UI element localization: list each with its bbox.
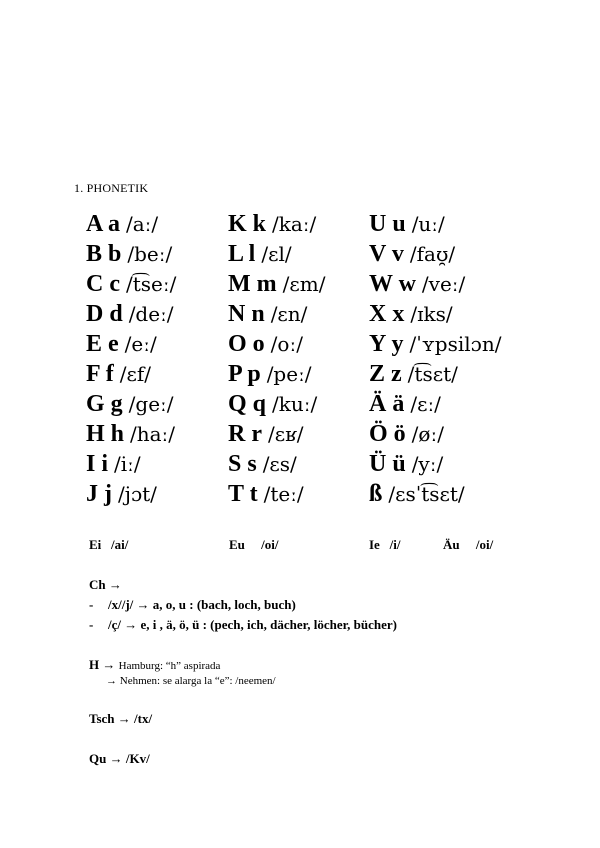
alphabet-letters: S s [228,451,257,477]
alphabet-letters: R r [228,421,262,447]
alphabet-row [86,359,176,389]
alphabet-column-1 [86,209,176,509]
alphabet-letters: U u [369,211,406,237]
diphthong-grapheme: Äu [443,537,460,552]
h-line-1: Hamburg: “h” aspirada [118,660,221,672]
alphabet-ipa: /ˈʏpsilɔn/ [409,332,502,356]
alphabet-ipa: /beː/ [127,242,173,266]
alphabet-ipa: /ɪks/ [410,302,453,326]
alphabet-row [369,299,501,329]
alphabet-letters: ß [369,481,383,507]
alphabet-letters: A a [86,211,121,237]
qu-rule: Qu → /Kv/ [89,751,150,766]
section-title [74,181,148,196]
alphabet-row [228,299,325,329]
alphabet-letters: J j [86,481,112,507]
alphabet-row [228,419,325,449]
h-heading: H → [89,657,116,672]
alphabet-letters: C c [86,271,120,297]
section-title-text: PHONETIK [86,181,149,195]
alphabet-row [369,239,501,269]
alphabet-ipa: /kuː/ [272,392,318,416]
alphabet-column-2 [228,209,325,509]
diphthong-ie [369,537,400,553]
alphabet-letters: W w [369,271,416,297]
alphabet-letters: Ä ä [369,391,405,417]
alphabet-ipa: /ɛn/ [270,302,308,326]
alphabet-letters: P p [228,361,261,387]
ch-heading: Ch → [89,577,122,592]
tsch-rule: Tsch → /tx/ [89,711,153,726]
alphabet-row [369,389,501,419]
alphabet-row [228,329,325,359]
alphabet-column-3 [369,209,501,509]
alphabet-ipa: /uː/ [411,212,445,236]
diphthong-eu [229,537,279,553]
alphabet-row [369,419,501,449]
alphabet-letters: Ö ö [369,421,406,447]
alphabet-ipa: /øː/ [411,422,444,446]
section-number: 1. [74,181,84,195]
alphabet-row [86,299,176,329]
alphabet-row [228,239,325,269]
diphthong-ipa: /i/ [389,537,401,552]
alphabet-row [228,359,325,389]
alphabet-ipa: /jɔt/ [118,482,157,506]
alphabet-row [369,209,501,239]
alphabet-row [86,449,176,479]
alphabet-row [369,479,501,509]
alphabet-row [86,269,176,299]
alphabet-ipa: /ɛː/ [410,392,441,416]
diphthong-grapheme: Ei [89,537,102,552]
alphabet-ipa: /eː/ [124,332,157,356]
alphabet-row [86,239,176,269]
diphthong-au [443,537,493,553]
alphabet-ipa: /kaː/ [272,212,317,236]
ch-rule-2: /ç/ → e, i , ä, ö, ü : (pech, ich, dächer, löcher, bücher) [108,617,397,632]
alphabet-row [228,479,325,509]
alphabet-ipa: /haː/ [130,422,176,446]
alphabet-ipa: /aː/ [126,212,159,236]
alphabet-row [86,479,176,509]
alphabet-row [369,449,501,479]
alphabet-row [369,269,501,299]
alphabet-ipa: /t͡sɛt/ [407,362,458,386]
diphthong-ipa: /oi/ [475,537,494,552]
alphabet-row [369,359,501,389]
alphabet-letters: X x [369,301,405,327]
bullet-dash: - [89,597,94,612]
alphabet-row [369,329,501,359]
alphabet-letters: Z z [369,361,402,387]
alphabet-letters: B b [86,241,122,267]
alphabet-ipa: /ɛʁ/ [267,422,304,446]
alphabet-row [228,449,325,479]
alphabet-ipa: /veː/ [421,272,466,296]
alphabet-row [228,389,325,419]
alphabet-letters: D d [86,301,123,327]
alphabet-letters: E e [86,331,119,357]
diphthong-grapheme: Ie [369,537,380,552]
alphabet-row [86,419,176,449]
alphabet-ipa: /ɛsˈt͡sɛt/ [388,482,465,506]
alphabet-letters: K k [228,211,267,237]
alphabet-letters: L l [228,241,256,267]
alphabet-ipa: /peː/ [266,362,312,386]
alphabet-ipa: /oː/ [270,332,303,356]
alphabet-letters: F f [86,361,114,387]
alphabet-letters: Q q [228,391,267,417]
alphabet-ipa: /ɛm/ [282,272,326,296]
alphabet-letters: O o [228,331,265,357]
alphabet-letters: V v [369,241,404,267]
alphabet-ipa: /geː/ [128,392,174,416]
alphabet-letters: M m [228,271,277,297]
alphabet-letters: Y y [369,331,404,357]
alphabet-letters: Ü ü [369,451,406,477]
diphthong-grapheme: Eu [229,537,245,552]
alphabet-ipa: /iː/ [114,452,141,476]
alphabet-ipa: /yː/ [411,452,444,476]
alphabet-ipa: /deː/ [128,302,174,326]
diphthong-ipa: /ai/ [111,537,129,552]
alphabet-ipa: /teː/ [263,482,304,506]
ch-rule-1: /x//j/ → a, o, u : (bach, loch, buch) [108,597,296,612]
alphabet-row [86,209,176,239]
alphabet-row [86,329,176,359]
alphabet-letters: G g [86,391,123,417]
alphabet-letters: I i [86,451,109,477]
bullet-dash: - [89,617,94,632]
diphthong-ei [89,537,128,553]
alphabet-ipa: /t͡seː/ [125,272,177,296]
h-rule [89,657,220,673]
h-line-2: → Nehmen: se alarga la “e”: /neemen/ [106,675,276,687]
alphabet-letters: H h [86,421,125,447]
alphabet-letters: T t [228,481,258,507]
alphabet-ipa: /faʊ̯/ [409,242,456,266]
alphabet-row [86,389,176,419]
alphabet-letters: N n [228,301,265,327]
diphthong-ipa: /oi/ [261,537,279,552]
alphabet-ipa: /ɛl/ [261,242,292,266]
alphabet-ipa: /ɛs/ [262,452,297,476]
alphabet-row [228,269,325,299]
alphabet-ipa: /ɛf/ [119,362,152,386]
alphabet-row [228,209,325,239]
